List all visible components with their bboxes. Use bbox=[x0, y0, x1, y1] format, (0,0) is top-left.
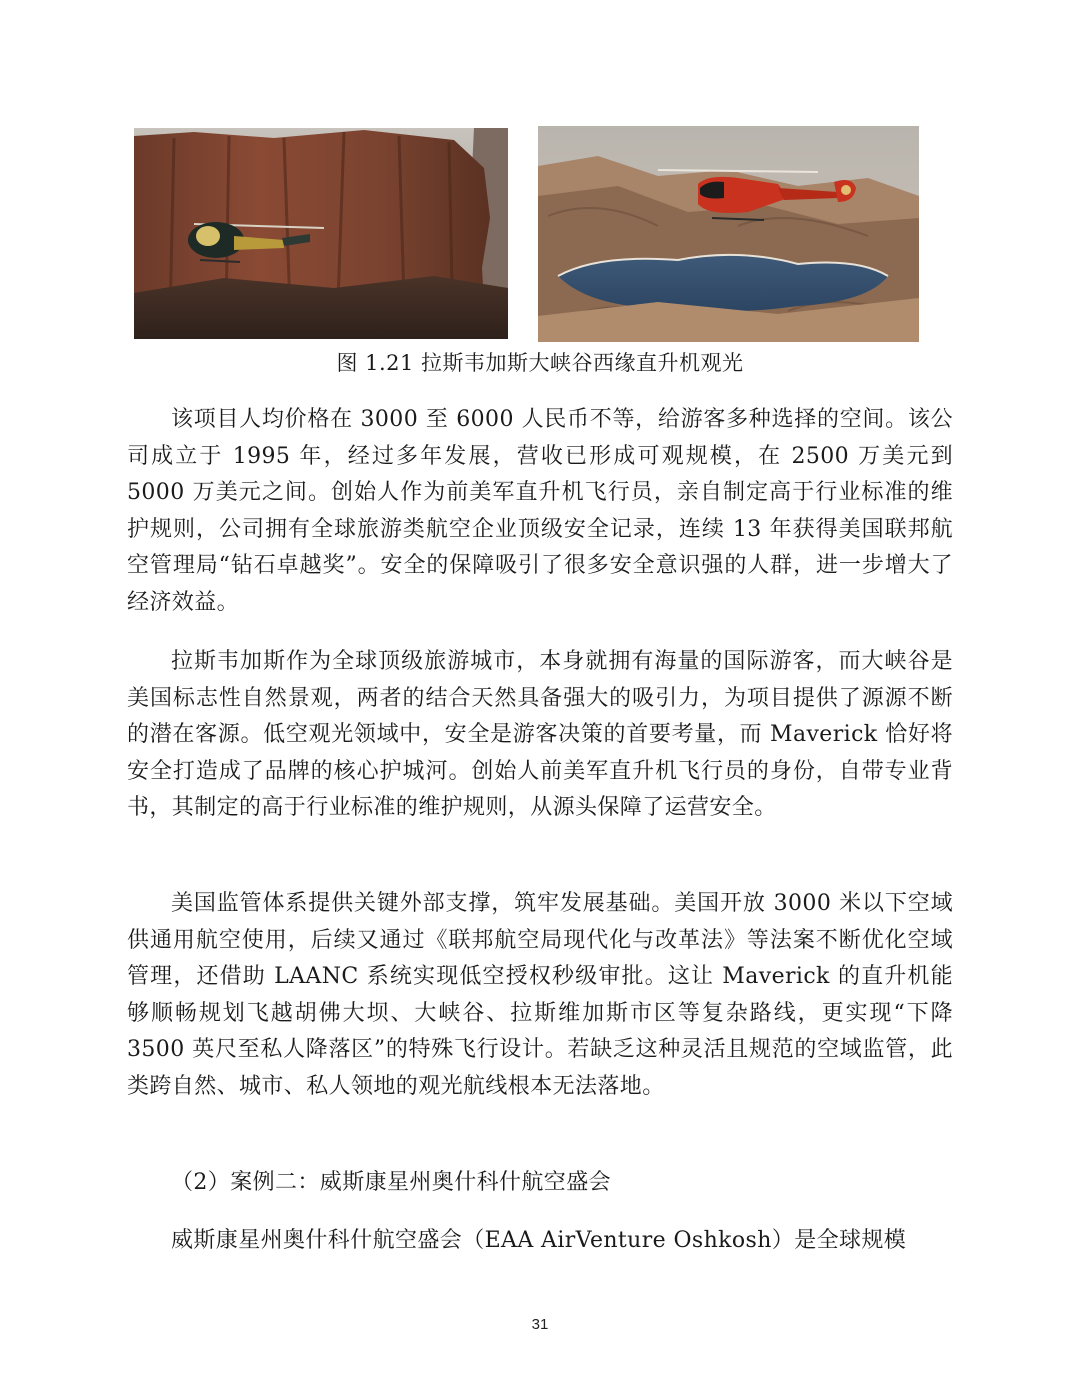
helicopter-over-lake-photo bbox=[538, 126, 919, 342]
body-paragraph: 拉斯韦加斯作为全球顶级旅游城市，本身就拥有海量的国际游客，而大峡谷是美国标志性自然景观，两者的结合天然具备强大的吸引力，为项目提供了源源不断的潜在客源。低空观光领域中，安全是游客决策的首要考量，而 Maverick 恰好将安全打造成了品牌的核心护城河。创始人前美军直升机飞行员的身份，自带专业背书，其制定的高于行业标准的维护规则，从源头保障了运营安全。 bbox=[127, 649, 953, 821]
body-paragraph: 美国监管体系提供关键外部支撑，筑牢发展基础。美国开放 3000 米以下空域供通用航空使用，后续又通过《联邦航空局现代化与改革法》等法案不断优化空域管理，还借助 LAANC 系统实现低空授权秒级审批。这让 Maverick 的直升机能够顺畅规划飞越胡佛大坝、大峡谷、拉斯维加斯市区等复杂路线，更实现“下降 3500 英尺至私人降落区”的特殊飞行设计。若缺乏这种灵活且规范的空域监管，此类跨自然、城市、私人领地的观光航线根本无法落地。 bbox=[127, 891, 953, 1099]
body-paragraph: 该项目人均价格在 3000 至 6000 人民币不等，给游客多种选择的空间。该公司成立于 1995 年，经过多年发展，营收已形成可观规模，在 2500 万美元到 5000 万美元之间。创始人作为前美军直升机飞行员，亲自制定高于行业标准的维护规则，公司拥有全球旅游类航空企业顶级安全记录，连续 13 年获得美国联邦航空管理局“钻石卓越奖”。安全的保障吸引了很多安全意识强的人群，进一步增大了经济效益。 bbox=[127, 407, 953, 615]
figure-caption: 图 1.21 拉斯韦加斯大峡谷西缘直升机观光 bbox=[336, 351, 744, 375]
body-paragraph: 威斯康星州奥什科什航空盛会（EAA AirVenture Oshkosh）是全球规模 bbox=[171, 1228, 907, 1253]
helicopter-canyon-cliff-photo bbox=[134, 128, 508, 339]
page-number: 31 bbox=[531, 1316, 549, 1333]
section-heading: （2）案例二：威斯康星州奥什科什航空盛会 bbox=[171, 1170, 611, 1195]
